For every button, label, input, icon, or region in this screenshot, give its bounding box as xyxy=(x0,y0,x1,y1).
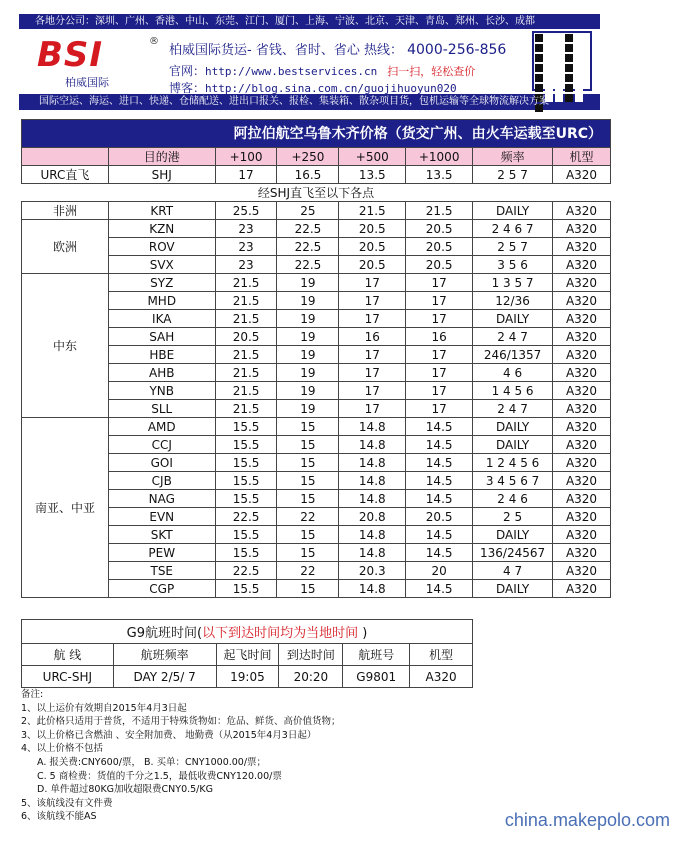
qr-module xyxy=(565,44,573,52)
table-cell: A320 xyxy=(553,472,611,490)
table-cell: 3 5 6 xyxy=(473,256,553,274)
hotline-prefix: 柏威国际货运- 省钱、省时、省心 热线： xyxy=(169,43,403,58)
table-row xyxy=(22,220,611,238)
note-line: 3、以上价格已含燃油 、安全附加费、 地勤费（从2015年4月3日起） xyxy=(21,729,317,741)
table-cell: 14.8 xyxy=(339,418,406,436)
qr-module xyxy=(535,34,543,42)
column-header: +500 xyxy=(339,148,406,166)
table-cell: A320 xyxy=(553,544,611,562)
table-cell: PEW xyxy=(108,544,215,562)
brand-area xyxy=(19,29,600,94)
qr-module xyxy=(535,54,543,62)
table-cell: 19 xyxy=(277,328,339,346)
table-cell: A320 xyxy=(553,400,611,418)
table-row xyxy=(22,472,611,490)
table-cell: DAILY xyxy=(473,418,553,436)
qr-module xyxy=(545,64,553,72)
table-cell: 15 xyxy=(277,454,339,472)
table-cell: SKT xyxy=(108,526,215,544)
table-cell: 20.5 xyxy=(339,220,406,238)
table-cell: 23 xyxy=(215,256,277,274)
table-row xyxy=(22,490,611,508)
table-row xyxy=(22,580,611,598)
table-cell: A320 xyxy=(553,328,611,346)
table-cell: 14.8 xyxy=(339,544,406,562)
website-url[interactable]: http://www.bestservices.cn xyxy=(205,65,378,78)
table-cell: 2 5 7 xyxy=(473,238,553,256)
table-cell: 20.5 xyxy=(406,256,473,274)
table-cell: 14.8 xyxy=(339,472,406,490)
table-cell: 15 xyxy=(277,580,339,598)
header-row xyxy=(22,148,611,166)
table-cell: 17 xyxy=(339,292,406,310)
table-cell: 21.5 xyxy=(215,310,277,328)
table-cell: 17 xyxy=(339,382,406,400)
qr-module xyxy=(575,74,583,82)
region-label: 非洲 xyxy=(22,202,109,220)
table-cell: 1 2 4 5 6 xyxy=(473,454,553,472)
logo-subtitle: 柏威国际 xyxy=(65,76,109,89)
table-cell: 14.5 xyxy=(406,526,473,544)
qr-module xyxy=(545,34,553,42)
table-cell: 14.5 xyxy=(406,490,473,508)
note-line: 2、此价格只适用于普货，不适用于特殊货物如：危品、鲜货、高价值货物； xyxy=(21,716,341,728)
region-label: 中东 xyxy=(22,274,109,418)
table-cell: DAILY xyxy=(473,436,553,454)
qr-module xyxy=(555,64,563,72)
table-cell: 17 xyxy=(406,310,473,328)
table-cell: 13.5 xyxy=(406,166,473,184)
table-cell: 17 xyxy=(339,310,406,328)
table-cell: A320 xyxy=(553,364,611,382)
qr-module xyxy=(555,54,563,62)
notes-heading: 备注: xyxy=(21,689,44,700)
flight-schedule-title xyxy=(22,620,473,644)
table-cell: 136/24567 xyxy=(473,544,553,562)
title-row xyxy=(22,120,611,148)
table-cell: SHJ xyxy=(108,166,215,184)
scan-slogan: 扫一扫，轻松查价 xyxy=(387,65,476,78)
table-cell: IKA xyxy=(108,310,215,328)
table-row xyxy=(22,256,611,274)
table-cell: 17 xyxy=(406,292,473,310)
notes-section xyxy=(21,688,341,824)
table-cell: 21.5 xyxy=(215,364,277,382)
table-cell: CJB xyxy=(108,472,215,490)
table-cell: A320 xyxy=(553,310,611,328)
table-cell: 14.8 xyxy=(339,490,406,508)
table-cell: 25.5 xyxy=(215,202,277,220)
table-cell: 246/1357 xyxy=(473,346,553,364)
table-cell: 19 xyxy=(277,400,339,418)
table-cell: A320 xyxy=(553,562,611,580)
table-cell: EVN xyxy=(108,508,215,526)
website-label: 官网： xyxy=(169,64,206,78)
table-cell: A320 xyxy=(553,580,611,598)
table-row xyxy=(22,454,611,472)
table-cell: DAY 2/5/ 7 xyxy=(113,666,216,688)
table-cell: 23 xyxy=(215,238,277,256)
table-row xyxy=(22,202,611,220)
table-cell: 4 6 xyxy=(473,364,553,382)
table-cell: A320 xyxy=(553,526,611,544)
table-cell: 20.5 xyxy=(339,256,406,274)
table-row xyxy=(22,238,611,256)
table-cell: 19 xyxy=(277,382,339,400)
qr-module xyxy=(545,44,553,52)
table-cell: 14.8 xyxy=(339,454,406,472)
note-line: 5、该航线没有文件费 xyxy=(21,797,113,809)
table-cell: 17 xyxy=(339,364,406,382)
table-row xyxy=(22,526,611,544)
table-cell: A320 xyxy=(553,166,611,184)
qr-code-icon xyxy=(532,31,592,91)
table-cell: 22.5 xyxy=(215,508,277,526)
table-cell: SVX xyxy=(108,256,215,274)
table-cell: 22.5 xyxy=(277,220,339,238)
table-cell: A320 xyxy=(553,238,611,256)
table-cell: 21.5 xyxy=(215,274,277,292)
table-cell: A320 xyxy=(553,202,611,220)
table-row xyxy=(22,274,611,292)
qr-module xyxy=(555,34,563,42)
table-cell: YNB xyxy=(108,382,215,400)
table-cell: A320 xyxy=(410,666,473,688)
table-cell: URC-SHJ xyxy=(22,666,114,688)
qr-module xyxy=(545,84,553,92)
table-cell: 20.3 xyxy=(339,562,406,580)
table-cell: 14.5 xyxy=(406,580,473,598)
qr-module xyxy=(535,84,543,92)
table-cell: 15.5 xyxy=(215,544,277,562)
qr-module xyxy=(575,34,583,42)
table-cell: 15 xyxy=(277,418,339,436)
route-label: URC直飞 xyxy=(22,166,109,184)
table-cell: TSE xyxy=(108,562,215,580)
table-cell: 17 xyxy=(339,346,406,364)
table-cell: 16 xyxy=(339,328,406,346)
column-header: 航 线 xyxy=(22,644,114,666)
table-cell: 14.5 xyxy=(406,418,473,436)
table-cell: G9801 xyxy=(343,666,410,688)
table-cell: HBE xyxy=(108,346,215,364)
table-cell: A320 xyxy=(553,418,611,436)
table-cell: 22.5 xyxy=(277,238,339,256)
table-cell: 3 4 5 6 7 xyxy=(473,472,553,490)
table-cell: A320 xyxy=(553,490,611,508)
column-header: 航班号 xyxy=(343,644,410,666)
qr-module xyxy=(575,44,583,52)
table-row xyxy=(22,310,611,328)
table-cell: DAILY xyxy=(473,310,553,328)
table-cell: 21.5 xyxy=(215,346,277,364)
transfer-caption: 经SHJ直飞至以下各点 xyxy=(22,184,611,202)
qr-module xyxy=(535,64,543,72)
table-cell: 22.5 xyxy=(215,562,277,580)
table-cell: DAILY xyxy=(473,202,553,220)
table-cell: 15.5 xyxy=(215,418,277,436)
table-cell: CCJ xyxy=(108,436,215,454)
table-cell: 16.5 xyxy=(277,166,339,184)
region-label: 欧洲 xyxy=(22,220,109,274)
note-subline: D. 单件超过80KG加收超限费CNY0.5/KG xyxy=(37,784,213,796)
table-cell: 15 xyxy=(277,472,339,490)
note-subline: A. 报关费:CNY600/票， B. 买单：CNY1000.00/票； xyxy=(37,756,267,768)
table-cell: GOI xyxy=(108,454,215,472)
table-row xyxy=(22,562,611,580)
table-cell: 21.5 xyxy=(215,292,277,310)
flight-title-end: ) xyxy=(358,626,368,641)
table-cell: 2 5 xyxy=(473,508,553,526)
table-cell: 17 xyxy=(406,364,473,382)
qr-module xyxy=(575,64,583,72)
table-cell: 21.5 xyxy=(215,382,277,400)
table-cell: 15 xyxy=(277,526,339,544)
qr-module xyxy=(545,54,553,62)
table-cell: 15.5 xyxy=(215,472,277,490)
branch-list: 各地分公司：深圳、广州、香港、中山、东莞、江门、厦门、上海、宁波、北京、天津、青岛、郑州、长沙、成都 xyxy=(35,16,535,27)
column-header: +250 xyxy=(277,148,339,166)
table-cell: AMD xyxy=(108,418,215,436)
table-cell: A320 xyxy=(553,436,611,454)
table-row xyxy=(22,544,611,562)
table-cell: 21.5 xyxy=(339,202,406,220)
blog-url[interactable]: http://blog.sina.com.cn/guojihuoyun020 xyxy=(205,82,457,95)
table-cell: 2 4 6 7 xyxy=(473,220,553,238)
table-cell: ROV xyxy=(108,238,215,256)
caption-row xyxy=(22,184,611,202)
table-cell: A320 xyxy=(553,274,611,292)
table-cell: 17 xyxy=(406,274,473,292)
qr-module xyxy=(535,44,543,52)
table-cell: 15 xyxy=(277,544,339,562)
table-cell: 17 xyxy=(406,346,473,364)
company-banner xyxy=(19,14,600,110)
table-cell: 17 xyxy=(339,274,406,292)
table-cell: 22 xyxy=(277,562,339,580)
table-cell: 20.5 xyxy=(406,220,473,238)
table-cell: 2 4 7 xyxy=(473,400,553,418)
table-cell: 20.5 xyxy=(215,328,277,346)
company-logo xyxy=(37,35,159,89)
watermark: china.makepolo.com xyxy=(504,810,670,830)
qr-module xyxy=(555,44,563,52)
table-cell: CGP xyxy=(108,580,215,598)
table-row xyxy=(22,328,611,346)
table-cell: 1 4 5 6 xyxy=(473,382,553,400)
table-cell: 20.5 xyxy=(339,238,406,256)
table-cell: 14.8 xyxy=(339,580,406,598)
qr-module xyxy=(575,84,583,92)
flight-row xyxy=(22,666,473,688)
table-cell: 20 xyxy=(406,562,473,580)
table-row xyxy=(22,436,611,454)
table-cell: 19 xyxy=(277,364,339,382)
table-row xyxy=(22,400,611,418)
qr-module xyxy=(565,84,573,92)
table-cell: 20.5 xyxy=(406,238,473,256)
table-cell: 12/36 xyxy=(473,292,553,310)
qr-module xyxy=(555,74,563,82)
column-header: 到达时间 xyxy=(279,644,343,666)
table-cell: A320 xyxy=(553,454,611,472)
table-cell: 20.5 xyxy=(406,508,473,526)
qr-module xyxy=(565,34,573,42)
table-cell: KZN xyxy=(108,220,215,238)
table-cell: A320 xyxy=(553,292,611,310)
table-cell: 14.8 xyxy=(339,526,406,544)
table-cell: DAILY xyxy=(473,580,553,598)
column-header: 机型 xyxy=(553,148,611,166)
table-cell: 2 5 7 xyxy=(473,166,553,184)
region-label: 南亚、中亚 xyxy=(22,418,109,598)
qr-module xyxy=(535,74,543,82)
table-cell: 22 xyxy=(277,508,339,526)
hotline xyxy=(169,39,506,58)
qr-module xyxy=(575,54,583,62)
table-cell: 25 xyxy=(277,202,339,220)
table-cell: 19:05 xyxy=(216,666,279,688)
table-row xyxy=(22,508,611,526)
qr-module xyxy=(545,74,553,82)
table-cell: 21.5 xyxy=(406,202,473,220)
table-cell: 15.5 xyxy=(215,490,277,508)
table-cell: 1 3 5 7 xyxy=(473,274,553,292)
table-cell: 4 7 xyxy=(473,562,553,580)
logo-text: BSI xyxy=(37,35,104,75)
table-cell: NAG xyxy=(108,490,215,508)
table-cell: 15.5 xyxy=(215,436,277,454)
table-cell: 15 xyxy=(277,436,339,454)
table-cell: SLL xyxy=(108,400,215,418)
table-cell: 19 xyxy=(277,346,339,364)
website-line xyxy=(169,62,475,79)
table-cell: A320 xyxy=(553,508,611,526)
note-line: 6、该航线不能AS xyxy=(21,811,97,823)
qr-module xyxy=(565,64,573,72)
table-cell: 16 xyxy=(406,328,473,346)
column-header: 起飞时间 xyxy=(216,644,279,666)
column-header: +100 xyxy=(215,148,277,166)
flight-title-main: G9航班时间( xyxy=(126,626,203,641)
qr-module xyxy=(565,74,573,82)
qr-module xyxy=(555,84,563,92)
table-row xyxy=(22,382,611,400)
table-cell: 15.5 xyxy=(215,526,277,544)
table-cell: 15 xyxy=(277,490,339,508)
table-cell: 22.5 xyxy=(277,256,339,274)
column-header: +1000 xyxy=(406,148,473,166)
table-cell: 14.5 xyxy=(406,454,473,472)
table-cell: 20.8 xyxy=(339,508,406,526)
table-cell: 13.5 xyxy=(339,166,406,184)
table-cell: 19 xyxy=(277,292,339,310)
note-subline: C. 5 商检费：货值的千分之1.5，最低收费CNY120.00/票 xyxy=(37,770,282,782)
table-row xyxy=(22,346,611,364)
column-header: 目的港 xyxy=(108,148,215,166)
table-cell: SAH xyxy=(108,328,215,346)
table-title: 阿拉伯航空乌鲁木齐价格（货交广州、由火车运载至URC） xyxy=(22,120,611,148)
table-cell: KRT xyxy=(108,202,215,220)
note-line: 4、以上价格不包括 xyxy=(21,743,104,755)
table-row xyxy=(22,292,611,310)
table-cell: 20:20 xyxy=(279,666,343,688)
table-cell: 21.5 xyxy=(215,400,277,418)
table-cell: 14.8 xyxy=(339,436,406,454)
flight-title-note: 以下到达时间均为当地时间 xyxy=(202,626,359,641)
table-cell: 23 xyxy=(215,220,277,238)
note-line: 1、以上运价有效期自2015年4月3日起 xyxy=(21,702,187,714)
table-cell: A320 xyxy=(553,220,611,238)
column-header xyxy=(22,148,109,166)
blog-label: 博客： xyxy=(169,81,206,95)
table-cell: 17 xyxy=(406,400,473,418)
table-cell: A320 xyxy=(553,256,611,274)
table-cell: AHB xyxy=(108,364,215,382)
column-header: 机型 xyxy=(410,644,473,666)
table-cell: DAILY xyxy=(473,526,553,544)
table-cell: 14.5 xyxy=(406,472,473,490)
table-cell: 17 xyxy=(406,382,473,400)
flight-schedule-table xyxy=(21,619,473,688)
table-row xyxy=(22,166,611,184)
table-cell: SYZ xyxy=(108,274,215,292)
table-cell: 15.5 xyxy=(215,580,277,598)
table-cell: 15.5 xyxy=(215,454,277,472)
table-cell: 19 xyxy=(277,274,339,292)
table-row xyxy=(22,364,611,382)
table-cell: 14.5 xyxy=(406,544,473,562)
table-cell: 2 4 6 xyxy=(473,490,553,508)
table-cell: A320 xyxy=(553,382,611,400)
table-cell: 2 4 7 xyxy=(473,328,553,346)
table-row xyxy=(22,418,611,436)
column-header: 航班频率 xyxy=(113,644,216,666)
table-cell: 19 xyxy=(277,310,339,328)
table-cell: 17 xyxy=(215,166,277,184)
column-header: 频率 xyxy=(473,148,553,166)
flight-header-row xyxy=(22,644,473,666)
qr-module xyxy=(565,54,573,62)
price-table xyxy=(21,119,611,598)
table-cell: 14.5 xyxy=(406,436,473,454)
table-cell: 17 xyxy=(339,400,406,418)
services-list: 国际空运、海运、进口、快递、仓储配送、进出口报关、报检、集装箱、散杂项目货，包机运输等全球物流解决方案 xyxy=(39,96,549,107)
registered-mark: ® xyxy=(149,36,159,47)
table-cell: MHD xyxy=(108,292,215,310)
hotline-number: 4000-256-856 xyxy=(407,42,507,58)
table-cell: A320 xyxy=(553,346,611,364)
